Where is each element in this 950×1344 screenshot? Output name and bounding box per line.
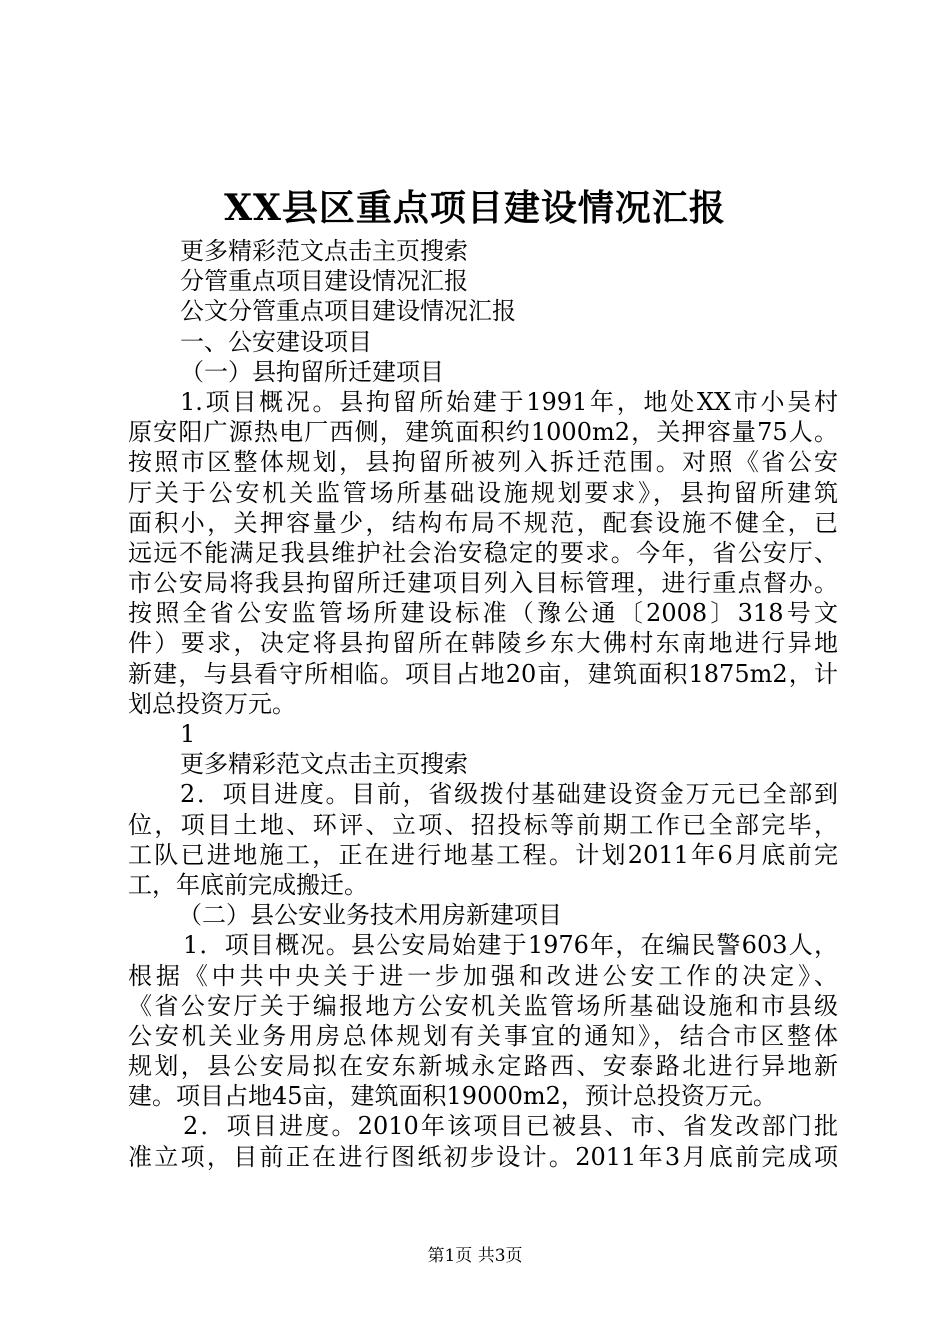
section-heading: 一、公安建设项目 bbox=[180, 327, 372, 356]
body-line: 1.项目概况。县拘留所始建于1991年，地处XX市小吴村 bbox=[180, 387, 838, 416]
body-line: 按照市区整体规划，县拘留所被列入拆迁范围。对照《省公安 bbox=[128, 448, 838, 477]
body-line: 市公安局将我县拘留所迁建项目列入目标管理，进行重点督办。 bbox=[128, 569, 838, 598]
body-line: 建。项目占地45亩，建筑面积19000m2，预计总投资万元。 bbox=[128, 1082, 777, 1111]
promo-line: 更多精彩范文点击主页搜索 bbox=[180, 237, 468, 265]
subsection-heading: （二）县公安业务技术用房新建项目 bbox=[178, 901, 562, 930]
body-line: 1．项目概况。县公安局始建于1976年，在编民警603人， bbox=[183, 931, 838, 960]
body-line: 按照全省公安监管场所建设标准（豫公通〔2008〕318号文 bbox=[128, 599, 838, 628]
body-line: 位，项目土地、环评、立项、招投标等前期工作已全部完毕， bbox=[128, 810, 838, 839]
body-line: 2．项目进度。2010年该项目已被县、市、省发改部门批 bbox=[183, 1112, 838, 1141]
subsection-heading: （一）县拘留所迁建项目 bbox=[180, 357, 444, 386]
body-line: 厅关于公安机关监管场所基础设施规划要求》，县拘留所建筑 bbox=[128, 478, 838, 507]
body-line: 分管重点项目建设情况汇报 bbox=[180, 267, 468, 296]
inline-page-number: 1 bbox=[180, 720, 196, 748]
body-line: 原安阳广源热电厂西侧，建筑面积约1000m2，关押容量75人。 bbox=[128, 418, 838, 447]
body-line: 《省公安厅关于编报地方公安机关监管场所基础设施和市县级 bbox=[128, 991, 838, 1020]
body-line: 面积小，关押容量少，结构布局不规范，配套设施不健全，已 bbox=[128, 508, 838, 537]
body-line: 工，年底前完成搬迁。 bbox=[128, 870, 368, 899]
body-line: 新建，与县看守所相临。项目占地20亩，建筑面积1875m2，计 bbox=[128, 659, 838, 688]
promo-line: 更多精彩范文点击主页搜索 bbox=[180, 750, 468, 779]
document-body bbox=[128, 236, 838, 1172]
document-title: XX县区重点项目建设情况汇报 bbox=[224, 187, 726, 229]
body-line: 根据《中共中央关于进一步加强和改进公安工作的决定》、 bbox=[128, 961, 838, 990]
body-line: 公安机关业务用房总体规划有关事宜的通知》，结合市区整体 bbox=[128, 1021, 838, 1050]
body-line: 规划，县公安局拟在安东新城永定路西、安泰路北进行异地新 bbox=[128, 1052, 838, 1081]
body-line: 准立项，目前正在进行图纸初步设计。2011年3月底前完成项 bbox=[128, 1142, 838, 1171]
body-line: 件）要求，决定将县拘留所在韩陵乡东大佛村东南地进行异地 bbox=[128, 629, 838, 658]
page-footer: 第1页 共3页 bbox=[427, 1246, 523, 1266]
body-line: 远远不能满足我县维护社会治安稳定的要求。今年，省公安厅、 bbox=[128, 538, 838, 567]
body-line: 划总投资万元。 bbox=[128, 689, 296, 718]
body-line: 公文分管重点项目建设情况汇报 bbox=[180, 297, 516, 326]
body-line: 工队已进地施工，正在进行地基工程。计划2011年6月底前完 bbox=[128, 840, 838, 869]
body-line: 2．项目进度。目前，省级拨付基础建设资金万元已全部到 bbox=[180, 780, 838, 809]
